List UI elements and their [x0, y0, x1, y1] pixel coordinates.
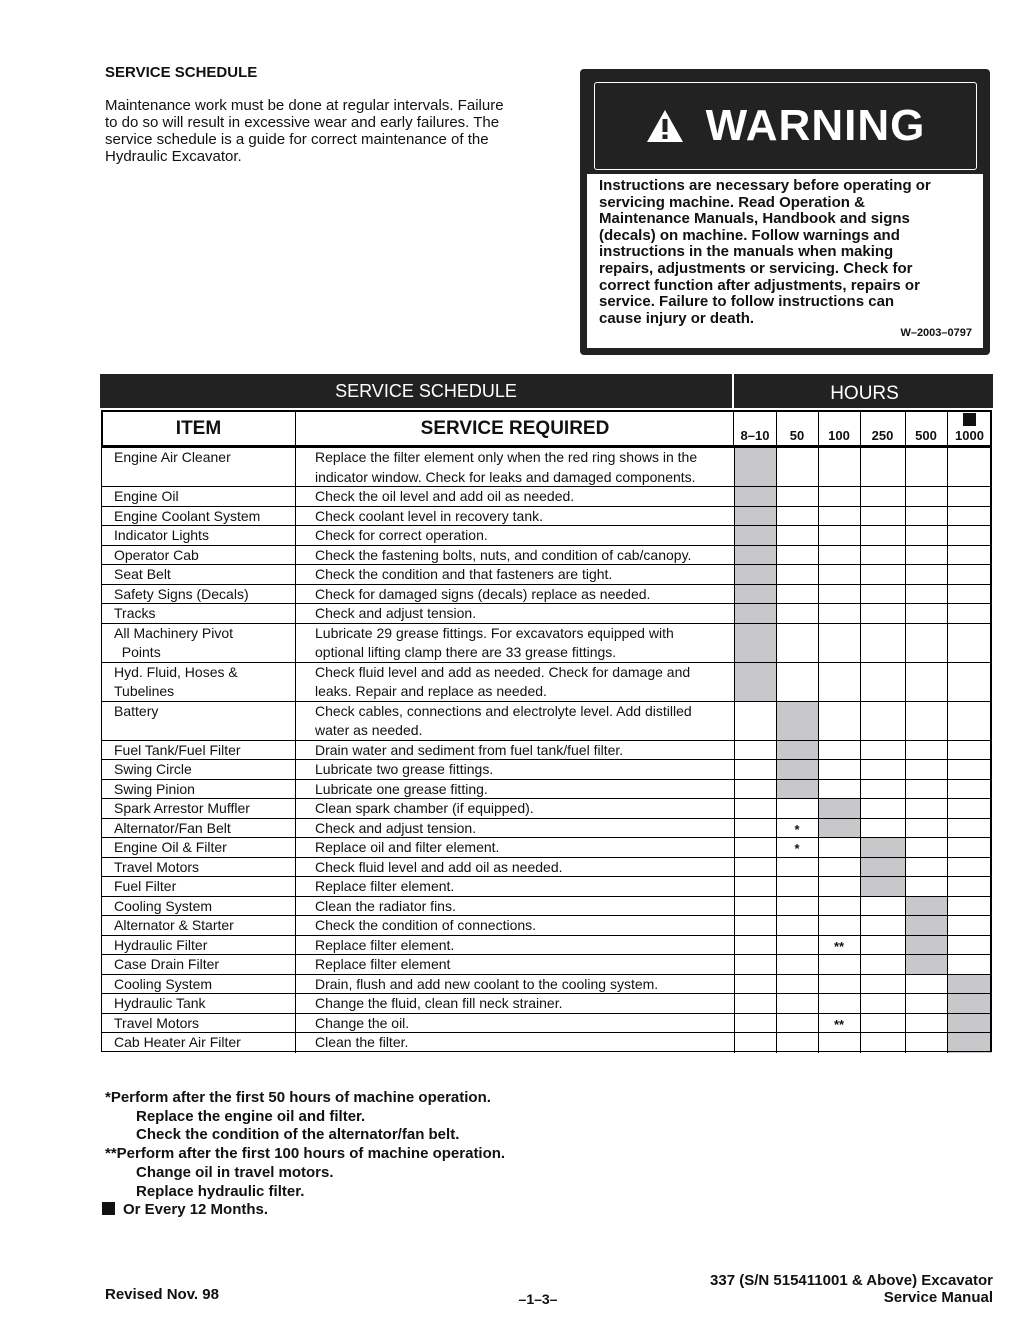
row-item-line: Engine Air Cleaner [114, 449, 231, 465]
row-service-line: Check the condition and that fasteners are tight. [315, 566, 613, 582]
footnote-marker: * [794, 821, 800, 837]
warning-line: cause injury or death. [599, 309, 755, 327]
footnote-marker: ** [833, 1016, 845, 1032]
row-service-line: Check the fastening bolts, nuts, and condition of cab/canopy. [315, 546, 692, 563]
footnote-marker: ** [833, 938, 845, 954]
warning-header [594, 82, 977, 170]
warning-line: servicing machine. Read Operation & [599, 193, 865, 211]
row-item-line: Spark Arrestor Muffler [114, 800, 250, 816]
hours-column-header: 100 [828, 428, 850, 443]
row-item-line: Hydraulic Tank [114, 995, 206, 1011]
service-header: SERVICE REQUIRED [420, 417, 610, 439]
row-service-line: Replace the filter element only when the red ring shows in the [315, 449, 698, 465]
intro-title: SERVICE SCHEDULE [105, 64, 258, 81]
footnote-marker: * [794, 841, 800, 856]
row-item-line: Tracks [114, 605, 156, 621]
hours-title: HOURS [830, 383, 899, 404]
footnote-line: *Perform after the first 50 hours of machine operation. [105, 1089, 491, 1106]
row-service-line: Check and adjust tension. [315, 605, 477, 621]
hours-column-header: 8–10 [740, 428, 770, 443]
footnote-line: Change oil in travel motors. [136, 1163, 334, 1181]
row-item-line: Fuel Tank/Fuel Filter [114, 741, 241, 758]
intro-line: to do so will result in excessive wear and early failures. The [105, 114, 500, 131]
footnote-line: Or Every 12 Months. [105, 1201, 505, 1220]
row-item-line: Tubelines [114, 683, 175, 699]
twelve-month-square-icon [963, 413, 976, 426]
row-service-line: Lubricate one grease fitting. [315, 780, 488, 797]
row-service-line: Check fluid level and add as needed. Check for damage and [315, 663, 691, 680]
row-item-line: Alternator & Starter [114, 917, 234, 933]
row-service-line: Clean spark chamber (if equipped). [315, 800, 534, 816]
row-service-line: Replace filter element. [315, 878, 455, 894]
row-service-line: Check coolant level in recovery tank. [315, 507, 543, 524]
row-service-line: Change the fluid, clean fill neck strainer. [315, 995, 563, 1011]
row-item-line: Operator Cab [114, 546, 199, 563]
warning-line: repairs, adjustments or servicing. Check for [599, 259, 913, 277]
row-item-line: Engine Coolant System [114, 507, 261, 524]
row-service-line: water as needed. [315, 722, 423, 738]
row-item-line: Seat Belt [114, 566, 171, 582]
row-item-line: Travel Motors [114, 1014, 200, 1031]
header-separator [295, 410, 296, 447]
row-item-line: Engine Oil [114, 488, 179, 504]
row-item-line: Hydraulic Filter [114, 936, 208, 953]
warning-line: instructions in the manuals when making [599, 243, 894, 261]
warning-line: correct function after adjustments, repairs or [599, 276, 920, 294]
row-service-line: Check the oil level and add oil as needed. [315, 488, 575, 504]
intro-line: Maintenance work must be done at regular intervals. Failure [105, 97, 504, 114]
row-service-line: Replace filter element. [315, 936, 455, 953]
row-service-line: Check for correct operation. [315, 527, 488, 543]
exclamation-triangle-icon [646, 109, 684, 143]
row-service-line: Clean the radiator fins. [315, 897, 456, 914]
footnotes [105, 1089, 505, 1220]
warning-line: (decals) on machine. Follow warnings and [599, 226, 900, 244]
row-item-line: Travel Motors [114, 858, 200, 875]
row-item-line: Safety Signs (Decals) [114, 585, 249, 602]
warning-code: W–2003–0797 [900, 327, 972, 339]
model-line: 337 (S/N 515411001 & Above) Excavator [710, 1272, 993, 1289]
manual-title [640, 1272, 993, 1306]
warning-text [599, 178, 970, 327]
row-item-line: Cooling System [114, 897, 213, 914]
row-item-line: Swing Circle [114, 761, 192, 777]
warning-line: Instructions are necessary before operating or [599, 177, 931, 194]
row-service-line: Check fluid level and add oil as needed. [315, 858, 563, 875]
footnote-line: Replace the engine oil and filter. [136, 1107, 366, 1125]
schedule-table-title: SERVICE SCHEDULE [335, 381, 517, 401]
row-item-line: Battery [114, 702, 159, 719]
row-service-line: Replace filter element [315, 956, 451, 972]
row-item-line: Alternator/Fan Belt [114, 819, 231, 836]
row-service-line: indicator window. Check for leaks and damaged components. [315, 468, 696, 485]
manual-line: Service Manual [883, 1289, 993, 1306]
row-service-line: Drain, flush and add new coolant to the cooling system. [315, 975, 659, 992]
row-service-line: Check for damaged signs (decals) replace as needed. [315, 585, 651, 602]
row-item-line: Indicator Lights [114, 527, 209, 543]
hours-column-header: 50 [789, 428, 805, 443]
warning-title: WARNING [705, 101, 926, 150]
row-service-line: leaks. Repair and replace as needed. [315, 683, 547, 699]
hours-column-header: 500 [915, 428, 937, 443]
row-item-line: Hyd. Fluid, Hoses & [114, 663, 238, 680]
footnote-line: Replace hydraulic filter. [136, 1182, 305, 1200]
revised-date: Revised Nov. 98 [105, 1286, 219, 1303]
row-service-line: Drain water and sediment from fuel tank/fuel filter. [315, 741, 624, 758]
row-item-line: Case Drain Filter [114, 956, 220, 972]
row-service-line: optional lifting clamp there are 33 grease fittings. [315, 644, 617, 660]
hours-column-header: 250 [871, 428, 894, 443]
row-service-line: Check cables, connections and electrolyte level. Add distilled [315, 702, 692, 719]
page-number: –1–3– [518, 1291, 558, 1307]
hours-column-header: 1000 [955, 428, 984, 443]
footnote-line: **Perform after the first 100 hours of machine operation. [105, 1145, 506, 1163]
row-service-line: Change the oil. [315, 1014, 410, 1031]
row-item-line: All Machinery Pivot [114, 624, 234, 641]
row-item-line: Cooling System [114, 975, 213, 992]
intro-line: Hydraulic Excavator. [105, 148, 242, 165]
row-service-line: Lubricate two grease fittings. [315, 761, 494, 777]
footnote-line: Check the condition of the alternator/fan belt. [136, 1126, 460, 1144]
twelve-month-square-icon [102, 1202, 115, 1215]
row-service-line: Clean the filter. [315, 1034, 409, 1050]
row-service-line: Lubricate 29 grease fittings. For excavators equipped with [315, 624, 674, 641]
row-service-line: Check and adjust tension. [315, 819, 477, 836]
row-item-line: Points [114, 644, 161, 660]
row-item-line: Fuel Filter [114, 878, 177, 894]
item-header: ITEM [175, 417, 222, 439]
table-frame [101, 447, 992, 1052]
row-item-line: Cab Heater Air Filter [114, 1034, 241, 1050]
row-service-line: Replace oil and filter element. [315, 839, 500, 855]
warning-line: service. Failure to follow instructions can [599, 293, 895, 311]
row-item-line: Swing Pinion [114, 780, 195, 797]
row-item-line: Engine Oil & Filter [114, 839, 227, 855]
row-service-line: Check the condition of connections. [315, 917, 537, 933]
intro-paragraph [105, 97, 545, 165]
intro-line: service schedule is a guide for correct maintenance of the [105, 131, 489, 148]
warning-line: Maintenance Manuals, Handbook and signs [599, 210, 910, 228]
